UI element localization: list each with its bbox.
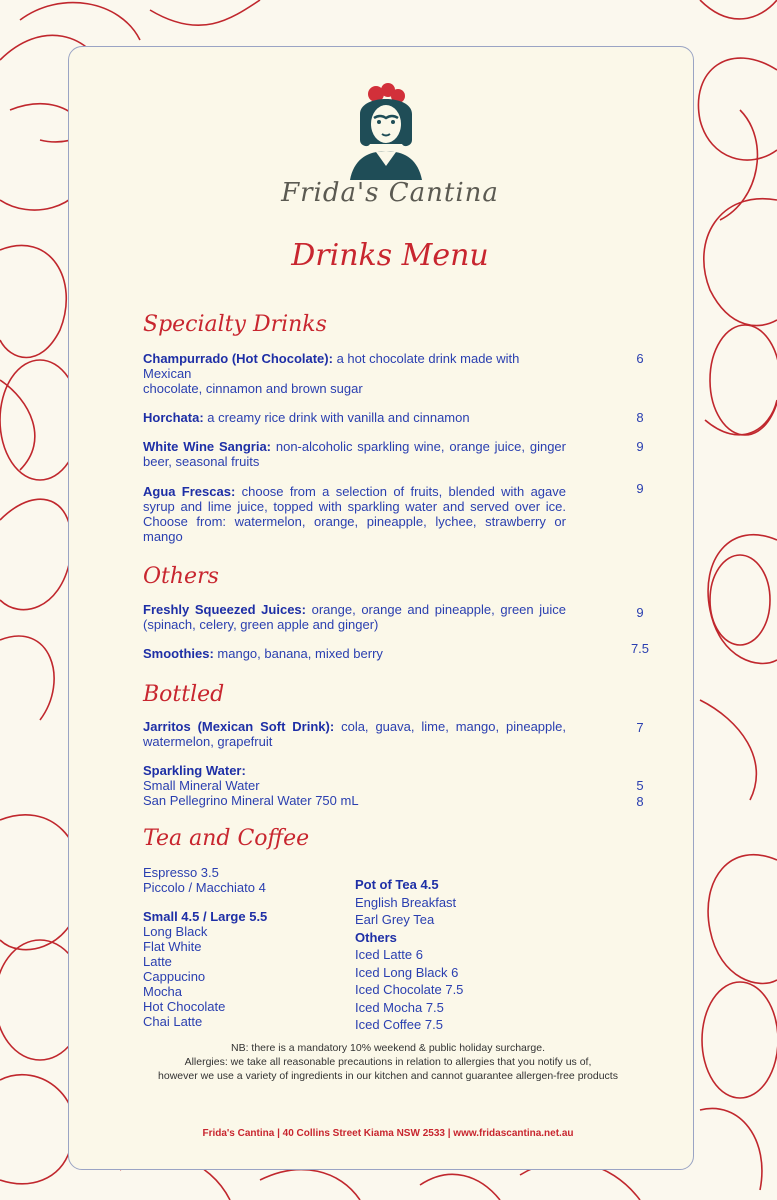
item-desc: Small Mineral Water <box>143 778 260 793</box>
item-desc: Mexican <box>143 366 192 381</box>
frida-portrait-logo <box>346 80 426 180</box>
menu-item-jarritos <box>143 719 566 749</box>
item-name: Smoothies: <box>143 646 214 661</box>
menu-title: Drinks Menu <box>291 238 489 273</box>
menu-item-agua-frescas <box>143 484 566 544</box>
menu-item-sangria <box>143 439 566 469</box>
item-price: 9 <box>636 605 644 620</box>
item-name: Horchata: <box>143 410 204 425</box>
item-name: Sparkling Water: <box>143 763 246 778</box>
menu-item-juices <box>143 602 566 632</box>
item-name: Champurrado (Hot Chocolate): <box>143 351 333 366</box>
list-item: Latte <box>143 954 172 969</box>
item-desc: San Pellegrino Mineral Water 750 mL <box>143 793 359 808</box>
item-desc: orange, orange and pineapple, green juice (spinach, celery, green apple and ginger) <box>143 602 566 632</box>
list-heading: Small 4.5 / Large 5.5 <box>143 909 268 924</box>
brand-name: Frida's Cantina <box>281 178 499 208</box>
list-item: Espresso 3.5 <box>143 865 219 880</box>
item-desc: a hot chocolate drink made with <box>332 351 520 366</box>
item-desc: mango, banana, mixed berry <box>213 646 383 661</box>
item-desc: non-alcoholic sparkling wine, orange juice, ginger beer, seasonal fruits <box>143 439 566 469</box>
item-desc: a creamy rice drink with vanilla and cinnamon <box>203 410 470 425</box>
item-desc: chocolate, cinnamon and brown sugar <box>143 381 363 396</box>
list-heading: Pot of Tea 4.5 <box>355 877 439 892</box>
surcharge-note: NB: there is a mandatory 10% weekend & public holiday surcharge. <box>230 1042 545 1054</box>
list-item: English Breakfast <box>355 894 457 910</box>
item-price: 7.5 <box>630 641 650 656</box>
tea-list-right <box>355 876 463 1034</box>
list-item: Long Black <box>143 924 208 939</box>
list-item: Hot Chocolate <box>143 999 226 1014</box>
item-price: 9 <box>636 481 644 496</box>
allergy-note: Allergies: we take all reasonable precautions in relation to allergies that you notify us of, <box>184 1056 592 1068</box>
menu-item-smoothies <box>143 646 566 661</box>
allergy-note: however we use a variety of ingredients in our kitchen and cannot guarantee allergen-free products <box>158 1070 618 1082</box>
item-name: Jarritos (Mexican Soft Drink): <box>143 719 335 734</box>
coffee-list-left <box>143 865 267 1029</box>
item-desc: cola, guava, lime, mango, pineapple, watermelon, grapefruit <box>143 719 566 749</box>
section-title-specialty: Specialty Drinks <box>143 312 327 337</box>
list-item: Iced Chocolate 7.5 <box>355 982 464 997</box>
item-price: 5 <box>636 778 644 793</box>
list-item: Chai Latte <box>143 1014 203 1029</box>
item-name: Agua Frescas: <box>143 484 236 499</box>
item-price: 8 <box>636 794 644 809</box>
list-item: Iced Coffee 7.5 <box>355 1017 443 1032</box>
menu-item-champurrado <box>143 351 566 396</box>
list-item: Piccolo / Macchiato 4 <box>143 880 266 895</box>
item-price: 8 <box>636 410 644 425</box>
item-desc: choose from a selection of fruits, blended with agave syrup and lime juice, topped with sparkling water and served over ice. Choose from: watermelon, orange, pineapple, lychee, strawberry or mango <box>143 484 566 544</box>
item-name: Freshly Squeezed Juices: <box>143 602 306 617</box>
section-title-bottled: Bottled <box>143 682 225 707</box>
list-item: Iced Long Black 6 <box>355 964 459 980</box>
list-item: Flat White <box>143 939 202 954</box>
item-name: White Wine Sangria: <box>143 439 272 454</box>
menu-item-horchata <box>143 410 566 425</box>
item-price: 9 <box>636 439 644 454</box>
list-item: Cappucino <box>143 969 206 984</box>
section-title-tea-coffee: Tea and Coffee <box>143 826 310 851</box>
menu-item-sparkling-water <box>143 763 566 808</box>
item-price: 7 <box>636 720 644 735</box>
item-price: 6 <box>636 351 644 366</box>
list-heading: Others <box>355 929 397 945</box>
list-item: Earl Grey Tea <box>355 912 435 927</box>
list-item: Iced Mocha 7.5 <box>355 999 444 1015</box>
list-item: Mocha <box>143 984 183 999</box>
list-item: Iced Latte 6 <box>355 947 423 962</box>
section-title-others: Others <box>143 564 219 589</box>
footer-address: Frida's Cantina | 40 Collins Street Kiama NSW 2533 | www.fridascantina.net.au <box>202 1128 574 1139</box>
